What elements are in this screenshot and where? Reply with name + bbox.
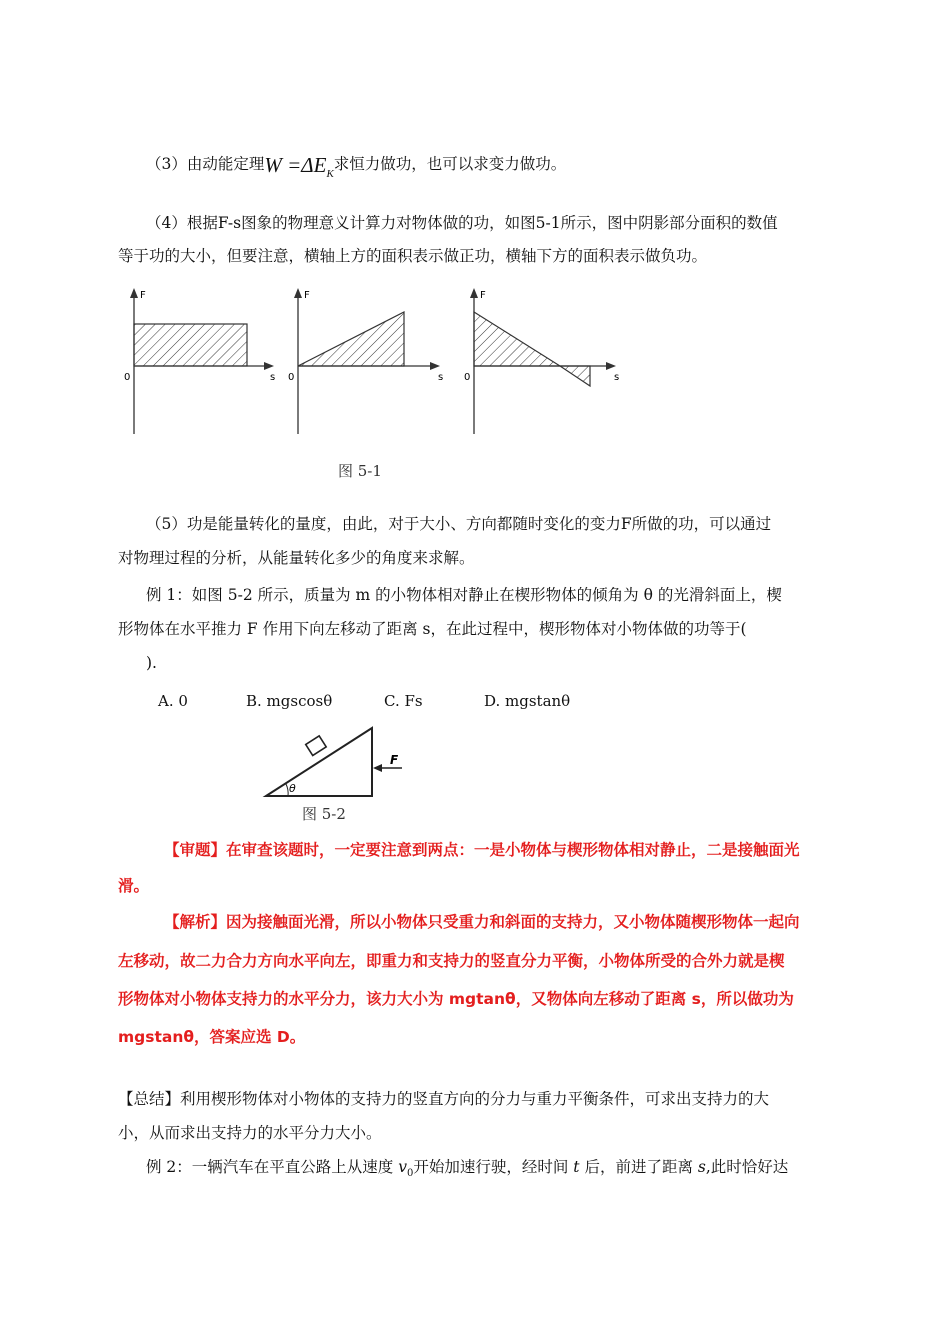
summary-line2: 小，从而求出支持力的水平分力大小。: [118, 1124, 382, 1142]
item3-suffix: 求恒力做功，也可以求变力做功。: [333, 155, 567, 173]
svg-text:0: 0: [464, 372, 471, 383]
svg-text:θ: θ: [289, 782, 296, 795]
svg-text:0: 0: [124, 372, 131, 383]
svg-text:F: F: [480, 290, 486, 301]
analysis-line2: 左移动，故二力合力方向水平向左，即重力和支持力的竖直分力平衡，小物体所受的合外力就是楔: [118, 952, 785, 970]
graph-decreasing-force: [464, 288, 619, 434]
figure-5-1-caption: 图 5-1: [338, 462, 382, 480]
option-a: A. 0: [158, 692, 188, 710]
review-line2: 滑。: [118, 877, 150, 895]
analysis-line3: 形物体对小物体支持力的水平分力，该力大小为 mgtanθ，又物体向左移动了距离 s，所以做功为: [118, 990, 794, 1008]
option-d: D. mgstanθ: [484, 692, 571, 710]
analysis-tag: 【解析】: [164, 913, 227, 931]
graph-constant-force: [124, 288, 275, 434]
analysis-line4: mgstanθ，答案应选 D。: [118, 1028, 306, 1046]
analysis-line1: 【解析】因为接触面光滑，所以小物体只受重力和斜面的支持力，又小物体随楔形物体一起向: [164, 913, 800, 931]
item3-prefix: （3）由动能定理: [146, 155, 265, 173]
item5-line1: （5）功是能量转化的量度，由此，对于大小、方向都随时变化的变力F所做的功，可以通过: [146, 515, 772, 533]
svg-text:F: F: [304, 290, 310, 301]
item3-line: [146, 150, 566, 183]
svg-text:s: s: [614, 372, 620, 383]
work-energy-formula: $W =\Delta E_K$: [264, 153, 334, 181]
review-line1: 【审题】在审查该题时，一定要注意到两点：一是小物体与楔形物体相对静止，二是接触面光: [164, 841, 800, 859]
item4-line2: 等于功的大小，但要注意，横轴上方的面积表示做正功，横轴下方的面积表示做负功。: [118, 247, 708, 265]
graph-increasing-force: [288, 288, 443, 434]
example1-line1: 例 1：如图 5-2 所示，质量为 m 的小物体相对静止在楔形物体的倾角为 θ 的光滑斜面上，楔: [146, 586, 782, 604]
svg-text:s: s: [438, 372, 444, 383]
item4-line1: （4）根据F-s图象的物理意义计算力对物体做的功，如图5-1所示，图中阴影部分面积的数值: [146, 214, 778, 232]
example1-line3: ).: [146, 654, 157, 672]
svg-text:0: 0: [288, 372, 295, 383]
svg-text:F: F: [390, 753, 399, 767]
figure-5-1: [108, 282, 628, 482]
review-tag: 【审题】: [164, 841, 227, 859]
svg-text:s: s: [270, 372, 276, 383]
example2-line1: 例 2：一辆汽车在平直公路上从速度 $v_0$开始加速行驶，经时间 t 后，前进了距离 s,此时恰好达: [146, 1158, 789, 1180]
item5-line2: 对物理过程的分析，从能量转化多少的角度来求解。: [118, 549, 475, 567]
svg-text:F: F: [140, 290, 146, 301]
summary-line1: 【总结】利用楔形物体对小物体的支持力的竖直方向的分力与重力平衡条件，可求出支持力的大: [118, 1090, 770, 1108]
figure-5-2: [262, 718, 422, 808]
figure-5-2-caption: 图 5-2: [302, 805, 346, 823]
example1-line2: 形物体在水平推力 F 作用下向左移动了距离 s，在此过程中，楔形物体对小物体做的功等于(: [118, 620, 747, 638]
option-b: B. mgscosθ: [246, 692, 333, 710]
option-c: C. Fs: [384, 692, 423, 710]
